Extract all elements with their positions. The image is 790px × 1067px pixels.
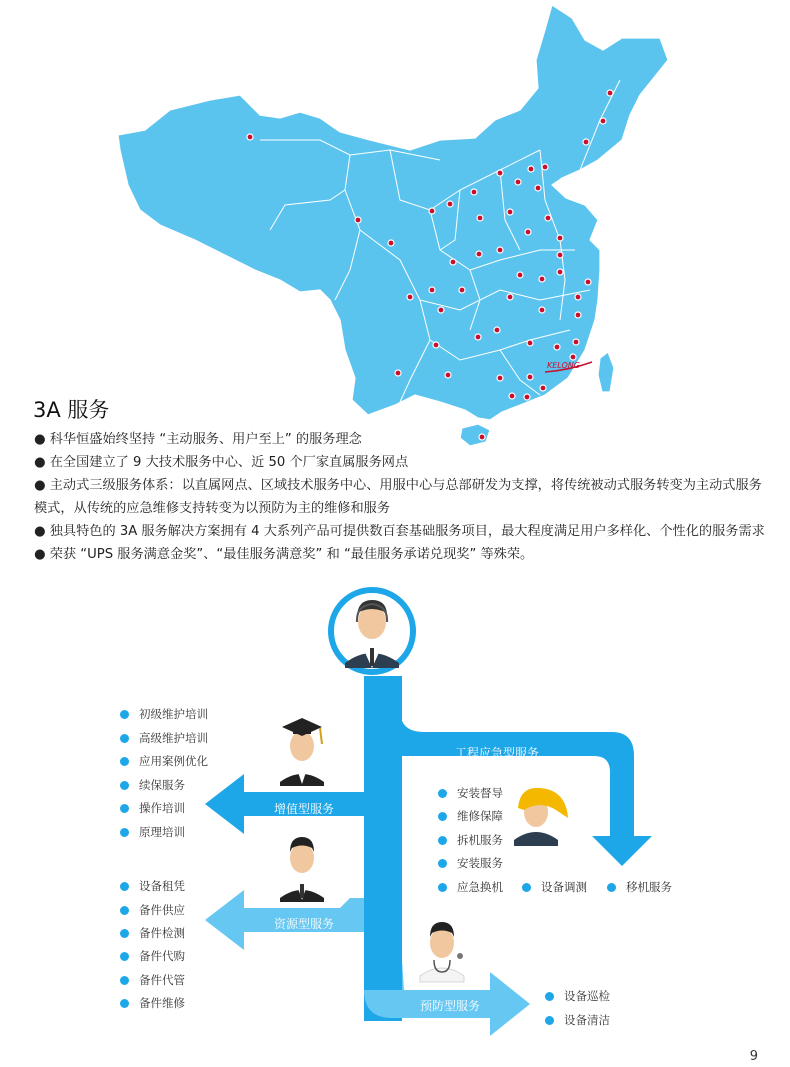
resource-label: 资源型服务 (274, 917, 335, 931)
list-item: 备件代管 (120, 972, 185, 988)
list-item: 备件维修 (120, 995, 185, 1011)
bullet-dot-icon (438, 812, 447, 821)
engineer-helmet-avatar-icon (514, 788, 568, 846)
bullet-dot-icon (120, 882, 129, 891)
preventive-label: 预防型服务 (420, 999, 481, 1013)
bullet-dot-icon (120, 929, 129, 938)
list-item: 应用案例优化 (120, 753, 208, 769)
bullet-item: ● 荣获 “UPS 服务满意金奖”、“最佳服务满意奖” 和 “最佳服务承诺兑现奖” 等殊荣。 (34, 547, 534, 562)
value-added-label: 增值型服务 (274, 802, 335, 816)
list-item: 高级维护培训 (120, 730, 208, 746)
bullet-dot-icon (545, 992, 554, 1001)
bullet-dot-icon (438, 789, 447, 798)
list-item: 移机服务 (607, 879, 672, 895)
list-item: 续保服务 (120, 777, 185, 793)
china-map-shape (118, 5, 668, 420)
graduate-avatar-icon (280, 718, 324, 786)
bullet-dot-icon (120, 734, 129, 743)
bullet-dot-icon (120, 804, 129, 813)
bullet-item: ● 主动式三级服务体系：以直属网点、区域技术服务中心、用服中心与总部研发为支撑，将传统被动式服务转变为主动式服务模式，从传统的应急维修支持转变为以预防为主的维修和服务 (34, 478, 762, 516)
bullet-dot-icon (120, 976, 129, 985)
doctor-avatar-icon (420, 922, 464, 982)
bullet-dot-icon (607, 883, 616, 892)
map-watermark-logo: KELONG (547, 361, 580, 370)
section-title: 3A 服务 (33, 398, 110, 422)
china-service-map (0, 0, 790, 460)
list-item: 设备租凭 (120, 878, 185, 894)
bullet-dot-icon (438, 836, 447, 845)
service-flow-diagram (0, 575, 790, 1055)
taiwan-island (598, 352, 614, 392)
bullet-item: ● 科华恒盛始终坚持 “主动服务、用户至上” 的服务理念 (34, 432, 362, 447)
list-item: 备件供应 (120, 902, 185, 918)
bullet-item: ● 在全国建立了 9 大技术服务中心、近 50 个厂家直属服务网点 (34, 455, 409, 470)
list-item: 拆机服务 (438, 832, 503, 848)
bullet-dot-icon (545, 1016, 554, 1025)
bullet-dot-icon (120, 999, 129, 1008)
list-item: 备件代购 (120, 948, 185, 964)
list-item: 设备清洁 (545, 1012, 610, 1028)
list-item: 初级维护培训 (120, 706, 208, 722)
bullet-dot-icon (120, 952, 129, 961)
list-item: 设备巡检 (545, 988, 610, 1004)
bullet-dot-icon (438, 859, 447, 868)
list-item: 操作培训 (120, 800, 185, 816)
bullet-item: ● 独具特色的 3A 服务解决方案拥有 4 大系列产品可提供数百套基础服务项目，最大程度满足用户多样化、个性化的服务需求 (34, 524, 765, 539)
list-item: 备件检测 (120, 925, 185, 941)
list-item: 原理培训 (120, 824, 185, 840)
bullet-dot-icon (120, 757, 129, 766)
list-item: 安装督导 (438, 785, 503, 801)
bullet-dot-icon (120, 906, 129, 915)
bullet-dot-icon (120, 828, 129, 837)
bullet-dot-icon (438, 883, 447, 892)
list-item: 应急换机 (438, 879, 503, 895)
bullet-dot-icon (120, 781, 129, 790)
main-trunk (364, 676, 402, 1021)
service-bullet-list (34, 428, 764, 566)
list-item: 安装服务 (438, 855, 503, 871)
engineering-label: 工程应急型服务 (455, 746, 540, 760)
bullet-dot-icon (522, 883, 531, 892)
page-number: 9 (749, 1049, 758, 1064)
list-item: 设备调测 (522, 879, 587, 895)
businessman-avatar-icon (280, 837, 324, 902)
bullet-dot-icon (120, 710, 129, 719)
list-item: 维修保障 (438, 808, 503, 824)
